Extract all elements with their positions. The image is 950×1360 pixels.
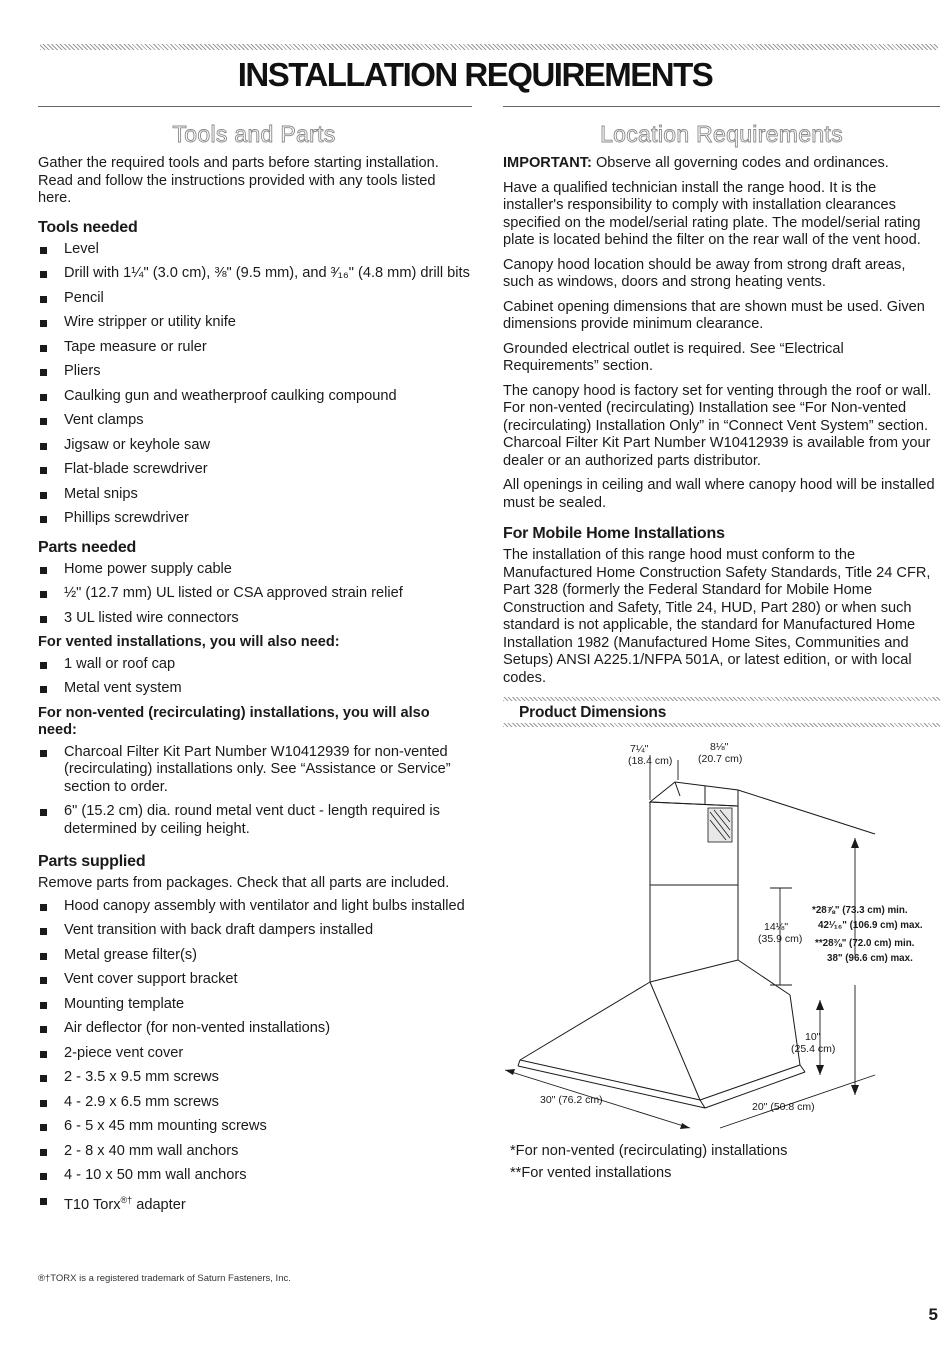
list-item: Pliers bbox=[38, 363, 470, 381]
product-dimensions-bar bbox=[503, 697, 940, 725]
list-item: 2 - 8 x 40 mm wall anchors bbox=[38, 1143, 470, 1161]
location-requirements-column bbox=[503, 121, 940, 725]
list-item: Charcoal Filter Kit Part Number W10412939 for non-vented (recirculating) installations only. See “Assistance or Service” section to order. bbox=[38, 744, 470, 797]
hatch-rule bbox=[503, 697, 940, 701]
important-text: Observe all governing codes and ordinances. bbox=[591, 155, 889, 171]
vented-list bbox=[38, 656, 470, 698]
range-hood-dimension-diagram bbox=[500, 730, 940, 1140]
left-heading-rule bbox=[38, 106, 472, 107]
list-item: Vent transition with back draft dampers installed bbox=[38, 922, 470, 940]
parts-supplied-heading: Parts supplied bbox=[38, 853, 146, 870]
list-item: Flat-blade screwdriver bbox=[38, 461, 470, 479]
parts-supplied-list bbox=[38, 898, 470, 1214]
location-paragraph: Grounded electrical outlet is required. See “Electrical Requirements” section. bbox=[503, 340, 844, 374]
tools-list bbox=[38, 241, 470, 528]
torx-item-prefix: T10 Torx bbox=[64, 1196, 121, 1213]
parts-list bbox=[38, 561, 470, 628]
list-item: Hood canopy assembly with ventilator and light bulbs installed bbox=[38, 898, 470, 916]
label-chimney-in: 14⅛" bbox=[764, 921, 789, 933]
list-item: 6 - 5 x 45 mm mounting screws bbox=[38, 1118, 470, 1136]
location-paragraph: All openings in ceiling and wall where canopy hood will be installed must be sealed. bbox=[503, 477, 935, 511]
list-item: Air deflector (for non-vented installations) bbox=[38, 1020, 470, 1038]
mobile-home-heading: For Mobile Home Installations bbox=[503, 525, 725, 542]
list-item: 3 UL listed wire connectors bbox=[38, 610, 470, 628]
list-item: 1 wall or roof cap bbox=[38, 656, 470, 674]
list-item: Caulking gun and weatherproof caulking compound bbox=[38, 388, 470, 406]
tools-and-parts-heading: Tools and Parts bbox=[172, 121, 336, 147]
label-top-left-in: 7¼" bbox=[630, 743, 649, 755]
top-hatch-band bbox=[40, 44, 938, 50]
list-item: Metal grease filter(s) bbox=[38, 947, 470, 965]
list-item: 4 - 10 x 50 mm wall anchors bbox=[38, 1167, 470, 1185]
label-canopy-cm: (25.4 cm) bbox=[791, 1043, 836, 1055]
list-item: Vent cover support bracket bbox=[38, 971, 470, 989]
important-label: IMPORTANT: bbox=[503, 155, 592, 171]
label-top-left-cm: (18.4 cm) bbox=[628, 755, 673, 767]
vented-heading: For vented installations, you will also need: bbox=[38, 634, 340, 650]
list-item: Vent clamps bbox=[38, 412, 470, 430]
parts-needed-heading: Parts needed bbox=[38, 538, 137, 556]
label-height-vented-max: 38" (96.6 cm) max. bbox=[827, 953, 913, 964]
list-item: Drill with 1¼" (3.0 cm), ⅜" (9.5 mm), and ³⁄₁₆" (4.8 mm) drill bits bbox=[38, 265, 470, 283]
chimney bbox=[650, 782, 738, 982]
list-item: Jigsaw or keyhole saw bbox=[38, 437, 470, 455]
label-height-nonvented: *28⅞" (73.3 cm) min. bbox=[812, 905, 908, 916]
vent-grille bbox=[708, 808, 732, 842]
parts-supplied-intro: Remove parts from packages. Check that all parts are included. bbox=[38, 875, 450, 891]
location-paragraph: Have a qualified technician install the range hood. It is the installer's responsibility to comply with installation clearances specified on the model/serial rating plate. The model/serial rating plate is located behind the filter on the rear wall of the vent hood. bbox=[503, 179, 921, 248]
list-item: ½" (12.7 mm) UL listed or CSA approved strain relief bbox=[38, 585, 470, 603]
list-item: 4 - 2.9 x 6.5 mm screws bbox=[38, 1094, 470, 1112]
note-nonvented: *For non-vented (recirculating) installations bbox=[510, 1143, 788, 1159]
wall-line bbox=[738, 790, 875, 834]
list-item: Mounting template bbox=[38, 996, 470, 1014]
tools-needed-heading: Tools needed bbox=[38, 218, 138, 236]
tools-and-parts-column bbox=[38, 121, 470, 1221]
list-item: 2 - 3.5 x 9.5 mm screws bbox=[38, 1069, 470, 1087]
list-item: Level bbox=[38, 241, 470, 259]
label-depth: 20" (50.8 cm) bbox=[752, 1101, 815, 1113]
list-item: Wire stripper or utility knife bbox=[38, 314, 470, 332]
location-paragraph: Canopy hood location should be away from strong draft areas, such as windows, doors and strong heating vents. bbox=[503, 256, 906, 290]
list-item: Metal snips bbox=[38, 486, 470, 504]
list-item: Home power supply cable bbox=[38, 561, 470, 579]
dimension-notes bbox=[510, 1140, 787, 1184]
list-item: Tape measure or ruler bbox=[38, 339, 470, 357]
list-item: Pencil bbox=[38, 290, 470, 308]
product-dimensions-heading: Product Dimensions bbox=[519, 704, 667, 721]
location-paragraph: The canopy hood is factory set for venting through the roof or wall. For non-vented (recirculating) Installation see “For Non-vented (recirculating) Installation Only” in “Connect Vent System” section. Charcoal Filter Kit Part Number W10412939 is available from your dealer or an authorized parts distributor. bbox=[503, 382, 932, 469]
list-item bbox=[38, 1192, 470, 1214]
page-number: 5 bbox=[928, 1305, 938, 1324]
note-vented: **For vented installations bbox=[510, 1165, 672, 1181]
list-item: 6" (15.2 cm) dia. round metal vent duct - length required is determined by ceiling height. bbox=[38, 803, 470, 838]
label-height-vented: **28⅜" (72.0 cm) min. bbox=[815, 938, 915, 949]
label-canopy-in: 10" bbox=[805, 1031, 821, 1043]
hatch-rule bbox=[503, 723, 940, 727]
nonvented-heading: For non-vented (recirculating) installations, you will also need: bbox=[38, 704, 430, 738]
label-top-right-cm: (20.7 cm) bbox=[698, 753, 743, 765]
canopy bbox=[518, 960, 805, 1108]
dimension-arrows bbox=[505, 838, 859, 1129]
tools-intro: Gather the required tools and parts before starting installation. Read and follow the instructions provided with any tools listed here. bbox=[38, 155, 439, 206]
label-height-nonvented-max: 42¹⁄₁₆" (106.9 cm) max. bbox=[818, 920, 923, 931]
torx-trademark-mark: ®† bbox=[120, 1194, 133, 1205]
label-chimney-cm: (35.9 cm) bbox=[758, 933, 803, 945]
mobile-home-text: The installation of this range hood must conform to the Manufactured Home Construction Safety Standards, Title 24 CFR, Part 328 (formerly the Federal Standard for Mobile Home Construction and Safety, Title 24, HUD, Part 280) or when such standard is not applicable, the standard for Manufactured Home Installation 1982 (Manufactured Home Sites, Communities and Setups) ANSI A225.1/NFPA 501A, or latest edition, or with local codes. bbox=[503, 547, 931, 686]
torx-item-suffix: adapter bbox=[132, 1196, 186, 1213]
list-item: Phillips screwdriver bbox=[38, 510, 470, 528]
label-width: 30" (76.2 cm) bbox=[540, 1094, 603, 1106]
list-item: Metal vent system bbox=[38, 680, 470, 698]
location-paragraph: Cabinet opening dimensions that are shown must be used. Given dimensions provide minimum clearance. bbox=[503, 298, 925, 332]
important-note bbox=[503, 155, 940, 173]
location-requirements-heading: Location Requirements bbox=[600, 121, 843, 147]
list-item: 2-piece vent cover bbox=[38, 1045, 470, 1063]
page-title: INSTALLATION REQUIREMENTS bbox=[237, 56, 713, 93]
trademark-footnote: ®†TORX is a registered trademark of Saturn Fasteners, Inc. bbox=[38, 1273, 291, 1284]
nonvented-list bbox=[38, 744, 470, 839]
right-heading-rule bbox=[503, 106, 940, 107]
label-top-right-in: 8⅛" bbox=[710, 741, 729, 753]
